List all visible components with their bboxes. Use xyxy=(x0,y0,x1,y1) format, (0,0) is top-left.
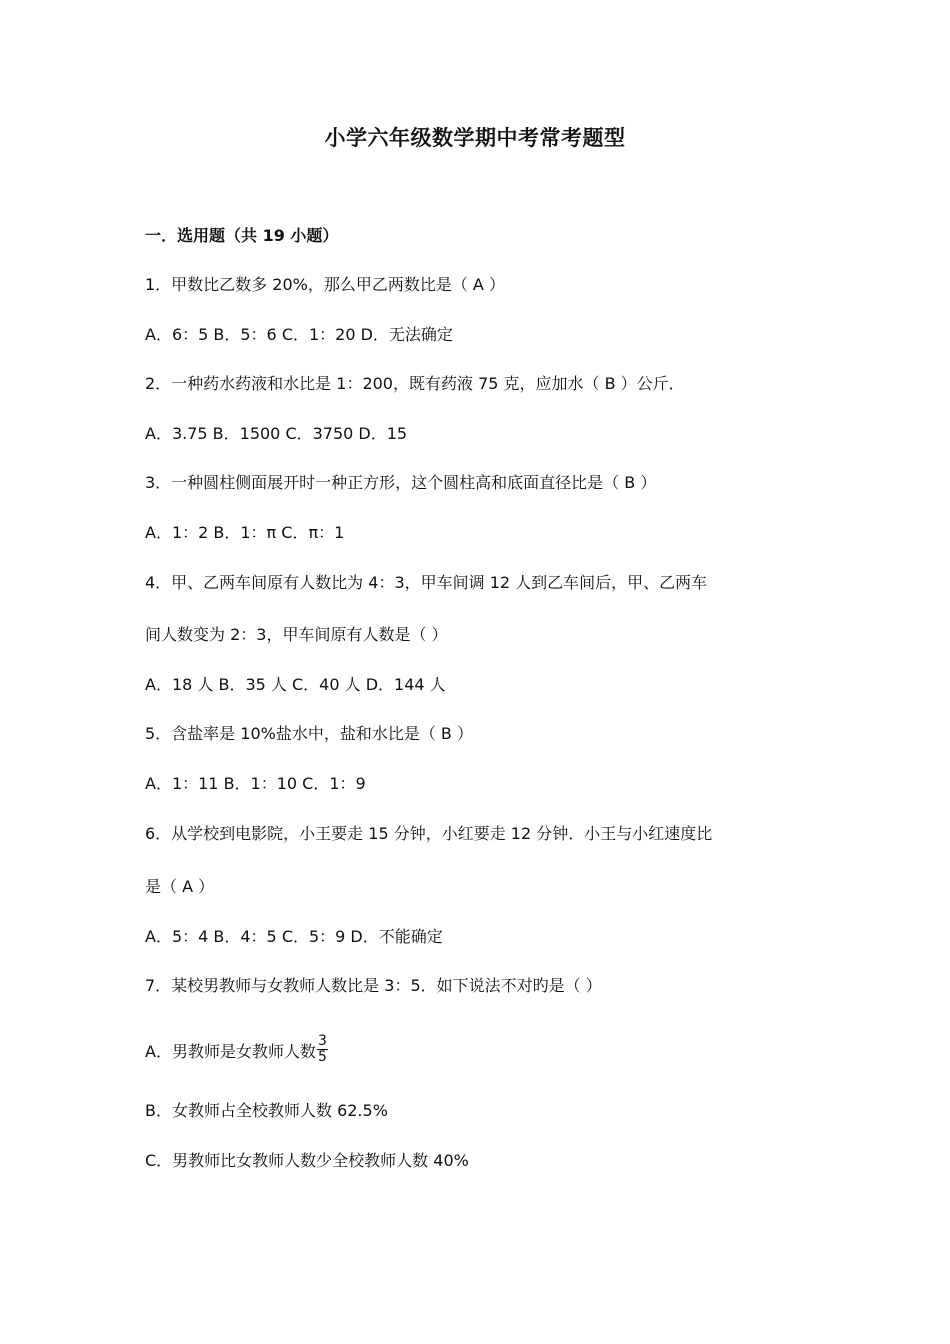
question-3: 3．一种圆柱侧面展开时一种正方形，这个圆柱高和底面直径比是（ B ） xyxy=(145,473,657,492)
question-5: 5．含盐率是 10%盐水中，盐和水比是（ B ） xyxy=(145,724,473,743)
question-5-options: A．1：11 B．1：10 C．1：9 xyxy=(145,774,366,793)
option-a-text: A．男教师是女教师人数 xyxy=(145,1042,316,1061)
question-2-options: A．3.75 B．1500 C．3750 D．15 xyxy=(145,424,408,443)
question-2: 2．一种药水药液和水比是 1：200，既有药液 75 克，应加水（ B ）公斤． xyxy=(145,374,685,393)
question-3-options: A．1：2 B．1：π C．π：1 xyxy=(145,523,345,542)
question-1-options: A．6：5 B．5：6 C．1：20 D．无法确定 xyxy=(145,325,453,344)
fraction-denominator: 5 xyxy=(317,1049,327,1065)
question-4-line-1: 4．甲、乙两车间原有人数比为 4：3，甲车间调 12 人到乙车间后，甲、乙两车 xyxy=(145,573,708,592)
question-7: 7．某校男教师与女教师人数比是 3：5．如下说法不对旳是（ ） xyxy=(145,976,602,995)
question-6-line-2: 是（ A ） xyxy=(145,877,215,896)
page-title: 小学六年级数学期中考常考题型 xyxy=(324,126,626,150)
question-7-option-a xyxy=(145,1033,825,1068)
question-7-option-c: C．男教师比女教师人数少全校教师人数 40% xyxy=(145,1151,469,1170)
question-7-option-b: B．女教师占全校教师人数 62.5% xyxy=(145,1101,388,1120)
question-1: 1．甲数比乙数多 20%，那么甲乙两数比是（ A ） xyxy=(145,275,505,294)
question-4-options: A．18 人 B．35 人 C．40 人 D．144 人 xyxy=(145,675,446,694)
section-heading: 一．选用题（共 19 小题） xyxy=(145,226,339,245)
question-6-options: A．5：4 B．4：5 C．5：9 D．不能确定 xyxy=(145,927,443,946)
question-6-line-1: 6．从学校到电影院，小王要走 15 分钟，小红要走 12 分钟．小王与小红速度比 xyxy=(145,824,713,843)
fraction xyxy=(317,1034,328,1065)
fraction-numerator: 3 xyxy=(317,1033,327,1049)
question-4-line-2: 间人数变为 2：3，甲车间原有人数是（ ） xyxy=(145,625,448,644)
